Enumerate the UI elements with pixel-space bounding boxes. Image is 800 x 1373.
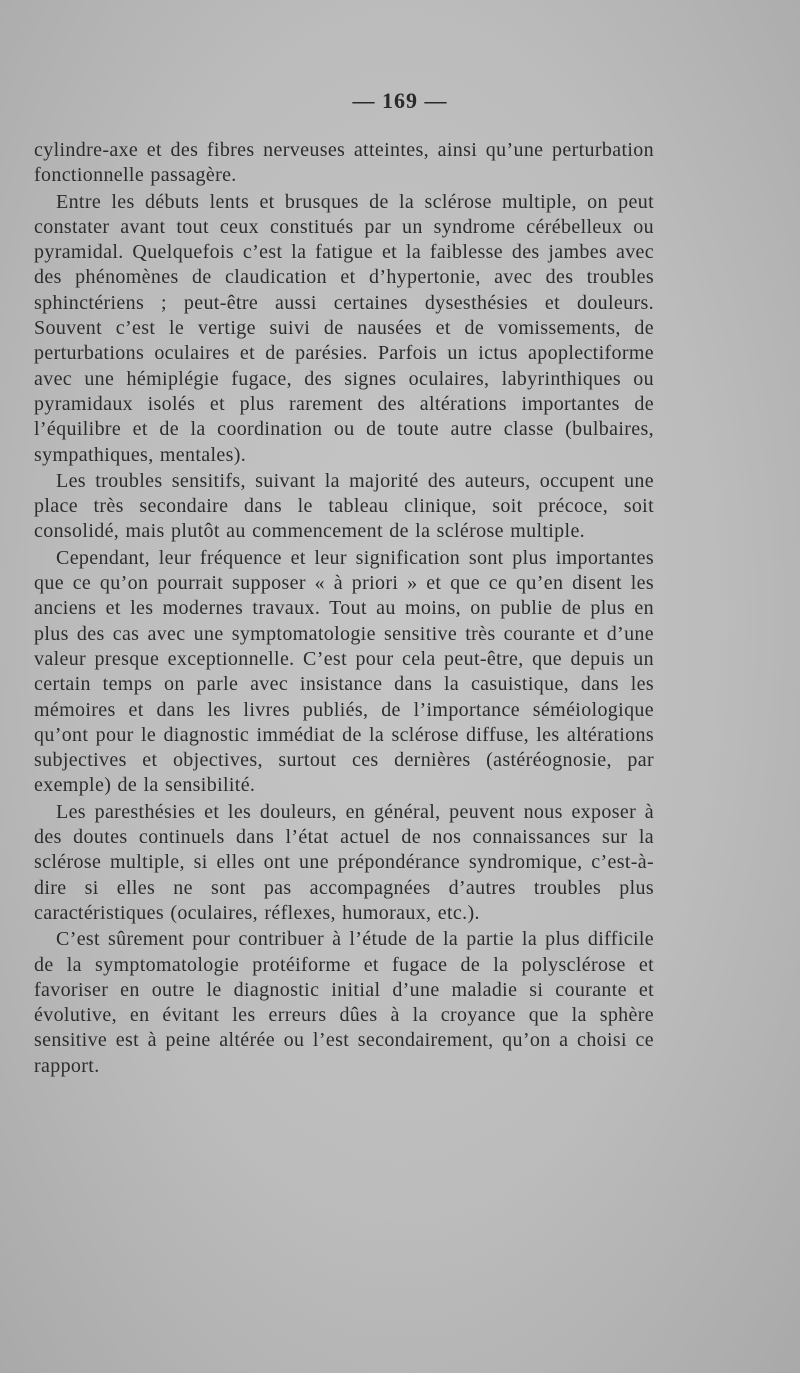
paragraph-paresthesias: Les paresthésies et les douleurs, en général, peuvent nous exposer à des doutes continuels dans l’état actuel de nos connaissances sur la sclérose multiple, si elles ont une prépondérance syndromique, c’est-à-dire si elles ne sont pas accompagnées d’autres troubles plus caractéristiques (oculaires, réflexes, humoraux, etc.). xyxy=(34,800,654,924)
paragraph-continuation: cylindre-axe et des fibres nerveuses atteintes, ainsi qu’une perturbation fonctionnelle passagère. xyxy=(34,139,654,187)
paragraph-onset-symptoms: Entre les débuts lents et brusques de la sclérose multiple, on peut constater avant tout ceux constitués par un syndrome cérébelleux ou pyramidal. Quelquefois c’est la fatigue et la faiblesse des jambes avec des phénomènes de claudication et d’hypertonie, avec des troubles sphinctériens ; peut-être aussi certaines dysesthésies et douleurs. Souvent c’est le vertige suivi de nausées et de vomissements, de perturbations oculaires et de parésies. Parfois un ictus apoplectiforme avec une hémiplégie fugace, des signes oculaires, labyrinthiques ou pyramidaux isolés et plus rarement des altérations importantes de l’équilibre et de la coordination ou de toute autre classe (bulbaires, sympathiques, mentales). xyxy=(34,190,654,466)
page-number: — 169 — xyxy=(352,88,448,113)
body-text xyxy=(34,138,654,1079)
paragraph-sensory-troubles: Les troubles sensitifs, suivant la majorité des auteurs, occupent une place très secondaire dans le tableau clinique, soit précoce, soit consolidé, mais plutôt au commencement de la sclérose multiple. xyxy=(34,469,654,543)
paragraph-report-purpose: C’est sûrement pour contribuer à l’étude de la partie la plus difficile de la symptomatologie protéiforme et fugace de la polysclérose et favoriser en outre le diagnostic initial d’une maladie si courante et évolutive, en évitant les erreurs dûes à la croyance que la sphère sensitive est à peine altérée ou l’est secondairement, qu’on a choisi ce rapport. xyxy=(34,928,654,1077)
paragraph-frequency-significance: Cependant, leur fréquence et leur signification sont plus importantes que ce qu’on pourrait supposer « à priori » et que ce qu’en disent les anciens et les modernes travaux. Tout au moins, on publie de plus en plus des cas avec une symptomatologie sensitive très courante et d’une valeur presque exceptionnelle. C’est pour cela peut-être, que depuis un certain temps on parle avec insistance dans la casuistique, dans les mémoires et dans les livres publiés, de l’importance séméiologique qu’ont pour le diagnostic immédiat de la sclérose diffuse, les altérations subjectives et objectives, surtout ces dernières (astéréognosie, par exemple) de la sensibilité. xyxy=(34,546,654,797)
